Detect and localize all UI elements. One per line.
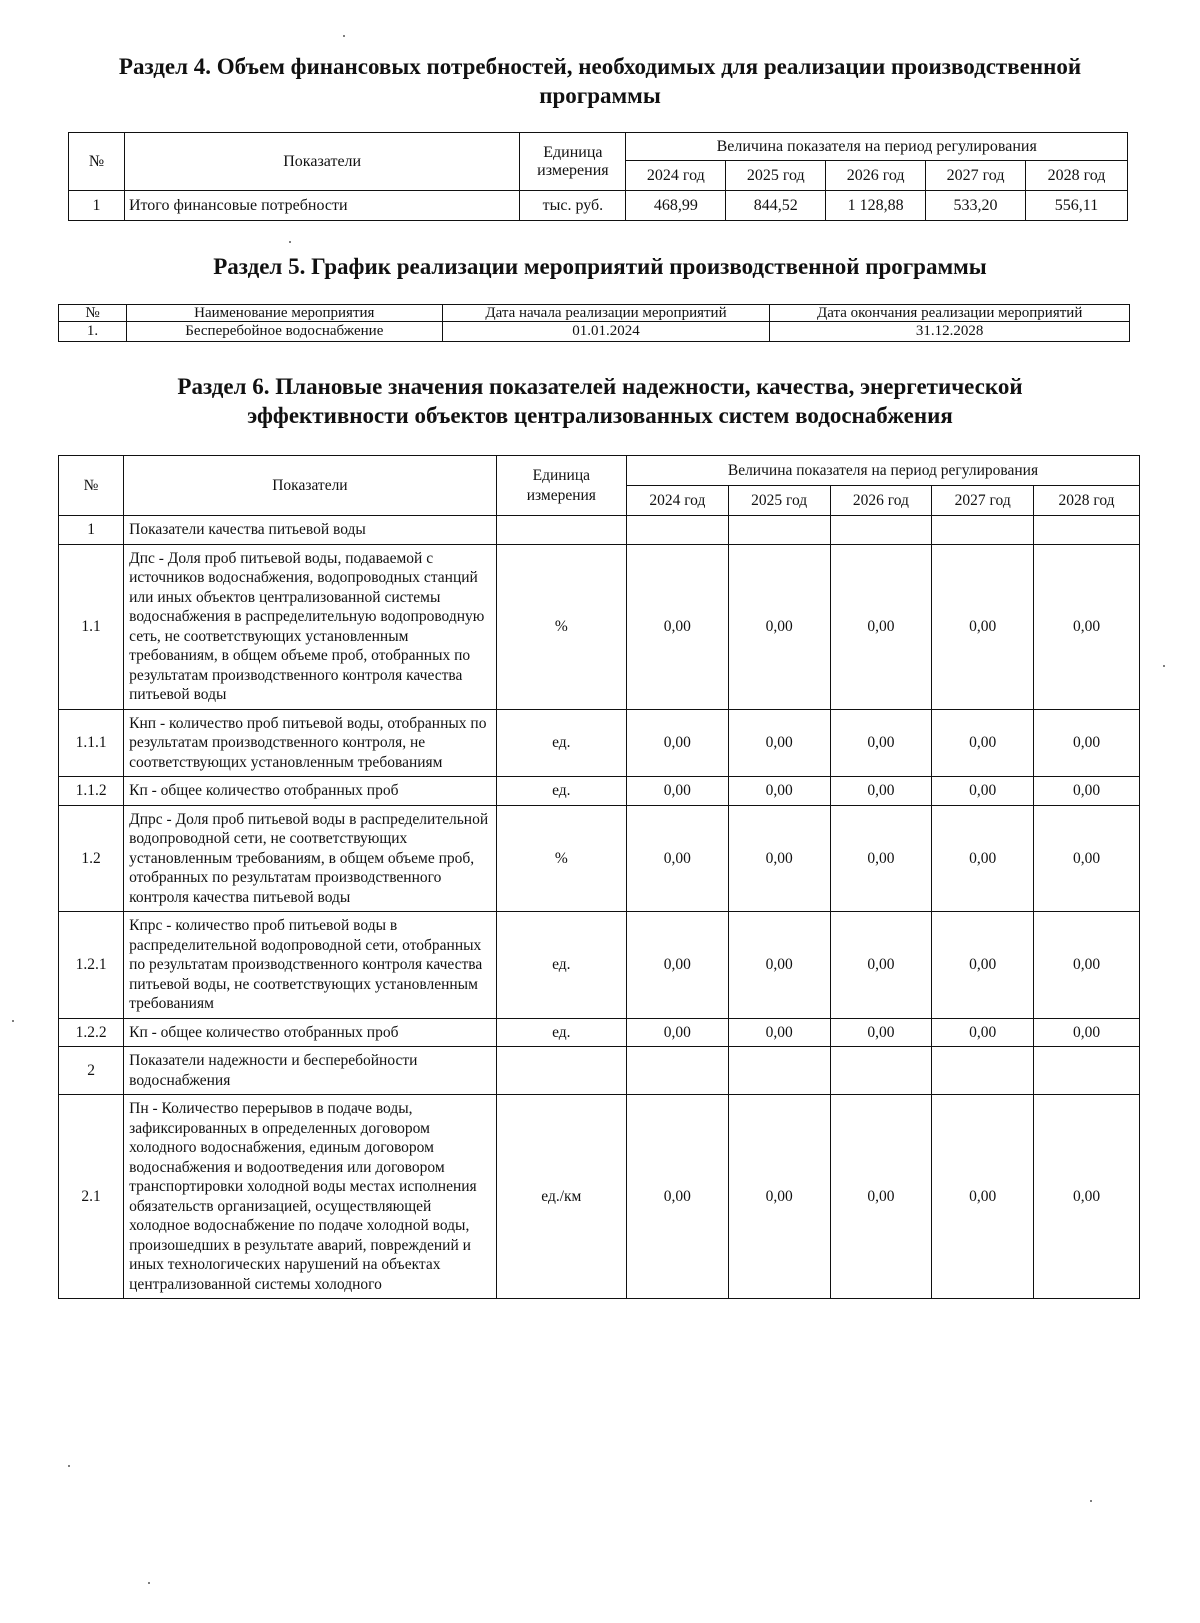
- row-value: 0,00: [626, 1095, 728, 1299]
- row-num: 1: [59, 516, 124, 545]
- row-value: 0,00: [728, 709, 830, 777]
- row-value: 0,00: [830, 1095, 932, 1299]
- row-value: 0,00: [1034, 544, 1140, 709]
- header-year: 2028 год: [1026, 161, 1128, 191]
- scan-speck: [1090, 1500, 1092, 1502]
- row-unit: [496, 1047, 626, 1095]
- row-value: 0,00: [932, 912, 1034, 1019]
- header-year: 2026 год: [830, 486, 932, 516]
- scan-speck: [1163, 665, 1165, 667]
- row-name: Дпс - Доля проб питьевой воды, подаваемой с источников водоснабжения, водопроводных станций или иных объектов централизованной системы водоснабжения в распределительную водопроводную сеть, не соответствующих установленным требованиям, в общем объеме проб, отобранных по результатам производственного контроля качества питьевой воды: [124, 544, 497, 709]
- row-value: 0,00: [728, 1095, 830, 1299]
- row-num: 1.1.1: [59, 709, 124, 777]
- header-unit: Единица измерения: [520, 133, 626, 191]
- row-value: 0,00: [626, 777, 728, 806]
- header-year: 2027 год: [926, 161, 1026, 191]
- row-name: Кпрс - количество проб питьевой воды в распределительной водопроводной сети, отобранных по результатам производственного контроля качества питьевой воды, не соответствующих установленным требованиям: [124, 912, 497, 1019]
- header-year: 2028 год: [1034, 486, 1140, 516]
- row-value: [728, 516, 830, 545]
- row-start: 01.01.2024: [442, 322, 770, 342]
- header-indicator: Показатели: [124, 133, 519, 191]
- scan-speck: [68, 1465, 70, 1467]
- row-value: 0,00: [932, 544, 1034, 709]
- row-name: Дпрс - Доля проб питьевой воды в распределительной водопроводной сети, не соответствующих установленным требованиям, в общем объеме проб, отобранных по результатам производственного контроля качества питьевой воды: [124, 805, 497, 912]
- row-unit: тыс. руб.: [520, 191, 626, 221]
- row-value: 844,52: [726, 191, 826, 221]
- section6-title-line1: Раздел 6. Плановые значения показателей надежности, качества, энергетической: [177, 374, 1023, 399]
- section4-title-line1: Раздел 4. Объем финансовых потребностей, необходимых для реализации производственной: [118, 54, 1082, 79]
- row-value: 0,00: [830, 912, 932, 1019]
- row-value: 0,00: [830, 1018, 932, 1047]
- row-name: Пн - Количество перерывов в подаче воды, зафиксированных в определенных договором холодного водоснабжения, единым договором водоснабжения и водоотведения или договором транспортировки холодной воды местах исполнения обязательств организацией, осуществляющей холодное водоснабжение по подаче холодной воды, произошедших в результате аварий, повреждений и иных технологических нарушений на объектах централизованной системы холодного: [124, 1095, 497, 1299]
- row-unit: [496, 516, 626, 545]
- row-value: 0,00: [728, 805, 830, 912]
- row-value: [830, 516, 932, 545]
- row-value: 0,00: [728, 544, 830, 709]
- row-unit: ед.: [496, 912, 626, 1019]
- header-year: 2024 год: [626, 161, 726, 191]
- row-unit: %: [496, 544, 626, 709]
- row-value: 556,11: [1026, 191, 1128, 221]
- row-end: 31.12.2028: [770, 322, 1130, 342]
- row-value: 0,00: [728, 1018, 830, 1047]
- header-period: Величина показателя на период регулирования: [626, 456, 1139, 486]
- row-unit: ед.: [496, 777, 626, 806]
- row-value: 0,00: [830, 805, 932, 912]
- table-row: [59, 777, 1140, 806]
- section4-table: [68, 132, 1128, 221]
- row-num: 1.1.2: [59, 777, 124, 806]
- header-start: Дата начала реализации мероприятий: [442, 305, 770, 322]
- section4-title-line2: программы: [539, 83, 661, 108]
- row-value: 0,00: [626, 709, 728, 777]
- row-value: 0,00: [830, 544, 932, 709]
- row-value: 0,00: [1034, 1018, 1140, 1047]
- table-row: [59, 805, 1140, 912]
- row-num: 1.2.1: [59, 912, 124, 1019]
- row-unit: ед./км: [496, 1095, 626, 1299]
- row-value: [1034, 1047, 1140, 1095]
- scan-speck: [12, 1020, 14, 1022]
- row-name: Кп - общее количество отобранных проб: [124, 1018, 497, 1047]
- row-value: 0,00: [626, 805, 728, 912]
- row-num: 1.: [59, 322, 127, 342]
- row-name: Кнп - количество проб питьевой воды, отобранных по результатам производственного контроля, не соответствующих установленным требованиям: [124, 709, 497, 777]
- table-row: [59, 1018, 1140, 1047]
- row-num: 1.2: [59, 805, 124, 912]
- header-num: №: [59, 305, 127, 322]
- row-num: 2.1: [59, 1095, 124, 1299]
- row-value: 0,00: [830, 777, 932, 806]
- row-value: 0,00: [1034, 777, 1140, 806]
- header-year: 2024 год: [626, 486, 728, 516]
- header-period: Величина показателя на период регулирования: [626, 133, 1128, 161]
- header-year: 2025 год: [726, 161, 826, 191]
- row-value: 533,20: [926, 191, 1026, 221]
- table-row: [59, 1095, 1140, 1299]
- row-value: 0,00: [626, 544, 728, 709]
- section6-title: [60, 372, 1140, 430]
- scan-speck: [289, 241, 291, 243]
- row-name: Показатели качества питьевой воды: [124, 516, 497, 545]
- header-num: №: [69, 133, 125, 191]
- scan-speck: [148, 1582, 150, 1584]
- row-unit: ед.: [496, 709, 626, 777]
- section6-title-line2: эффективности объектов централизованных систем водоснабжения: [247, 403, 953, 428]
- header-year: 2026 год: [826, 161, 926, 191]
- row-value: [626, 516, 728, 545]
- row-value: 0,00: [1034, 805, 1140, 912]
- table-row: [69, 191, 1128, 221]
- row-value: 0,00: [830, 709, 932, 777]
- section6-table: [58, 455, 1140, 1299]
- row-value: 0,00: [932, 777, 1034, 806]
- row-value: 0,00: [1034, 709, 1140, 777]
- row-value: [830, 1047, 932, 1095]
- table-row: [59, 516, 1140, 545]
- row-value: 0,00: [1034, 1095, 1140, 1299]
- row-value: 0,00: [728, 912, 830, 1019]
- row-unit: %: [496, 805, 626, 912]
- row-value: [728, 1047, 830, 1095]
- row-value: 0,00: [932, 709, 1034, 777]
- table-row: [59, 709, 1140, 777]
- header-indicator: Показатели: [124, 456, 497, 516]
- row-unit: ед.: [496, 1018, 626, 1047]
- table-row: [59, 912, 1140, 1019]
- row-name: Кп - общее количество отобранных проб: [124, 777, 497, 806]
- row-value: 0,00: [626, 1018, 728, 1047]
- row-value: [1034, 516, 1140, 545]
- row-value: [932, 516, 1034, 545]
- row-name: Бесперебойное водоснабжение: [126, 322, 442, 342]
- row-num: 1.1: [59, 544, 124, 709]
- row-value: [932, 1047, 1034, 1095]
- table-row: [59, 1047, 1140, 1095]
- header-end: Дата окончания реализации мероприятий: [770, 305, 1130, 322]
- header-year: 2025 год: [728, 486, 830, 516]
- scan-speck: [343, 35, 345, 37]
- table-row: [59, 544, 1140, 709]
- row-value: [626, 1047, 728, 1095]
- section5-title: Раздел 5. График реализации мероприятий производственной программы: [213, 254, 987, 279]
- header-unit: Единица измерения: [496, 456, 626, 516]
- header-num: №: [59, 456, 124, 516]
- row-num: 1: [69, 191, 125, 221]
- table-row: [59, 322, 1130, 342]
- row-value: 1 128,88: [826, 191, 926, 221]
- row-value: 468,99: [626, 191, 726, 221]
- row-name: Итого финансовые потребности: [124, 191, 519, 221]
- row-value: 0,00: [932, 1095, 1034, 1299]
- row-value: 0,00: [932, 805, 1034, 912]
- section5-table: [58, 304, 1130, 342]
- row-value: 0,00: [932, 1018, 1034, 1047]
- row-value: 0,00: [1034, 912, 1140, 1019]
- section4-title: [60, 52, 1140, 110]
- header-name: Наименование мероприятия: [126, 305, 442, 322]
- row-name: Показатели надежности и бесперебойности водоснабжения: [124, 1047, 497, 1095]
- header-year: 2027 год: [932, 486, 1034, 516]
- row-value: 0,00: [626, 912, 728, 1019]
- row-value: 0,00: [728, 777, 830, 806]
- row-num: 1.2.2: [59, 1018, 124, 1047]
- row-num: 2: [59, 1047, 124, 1095]
